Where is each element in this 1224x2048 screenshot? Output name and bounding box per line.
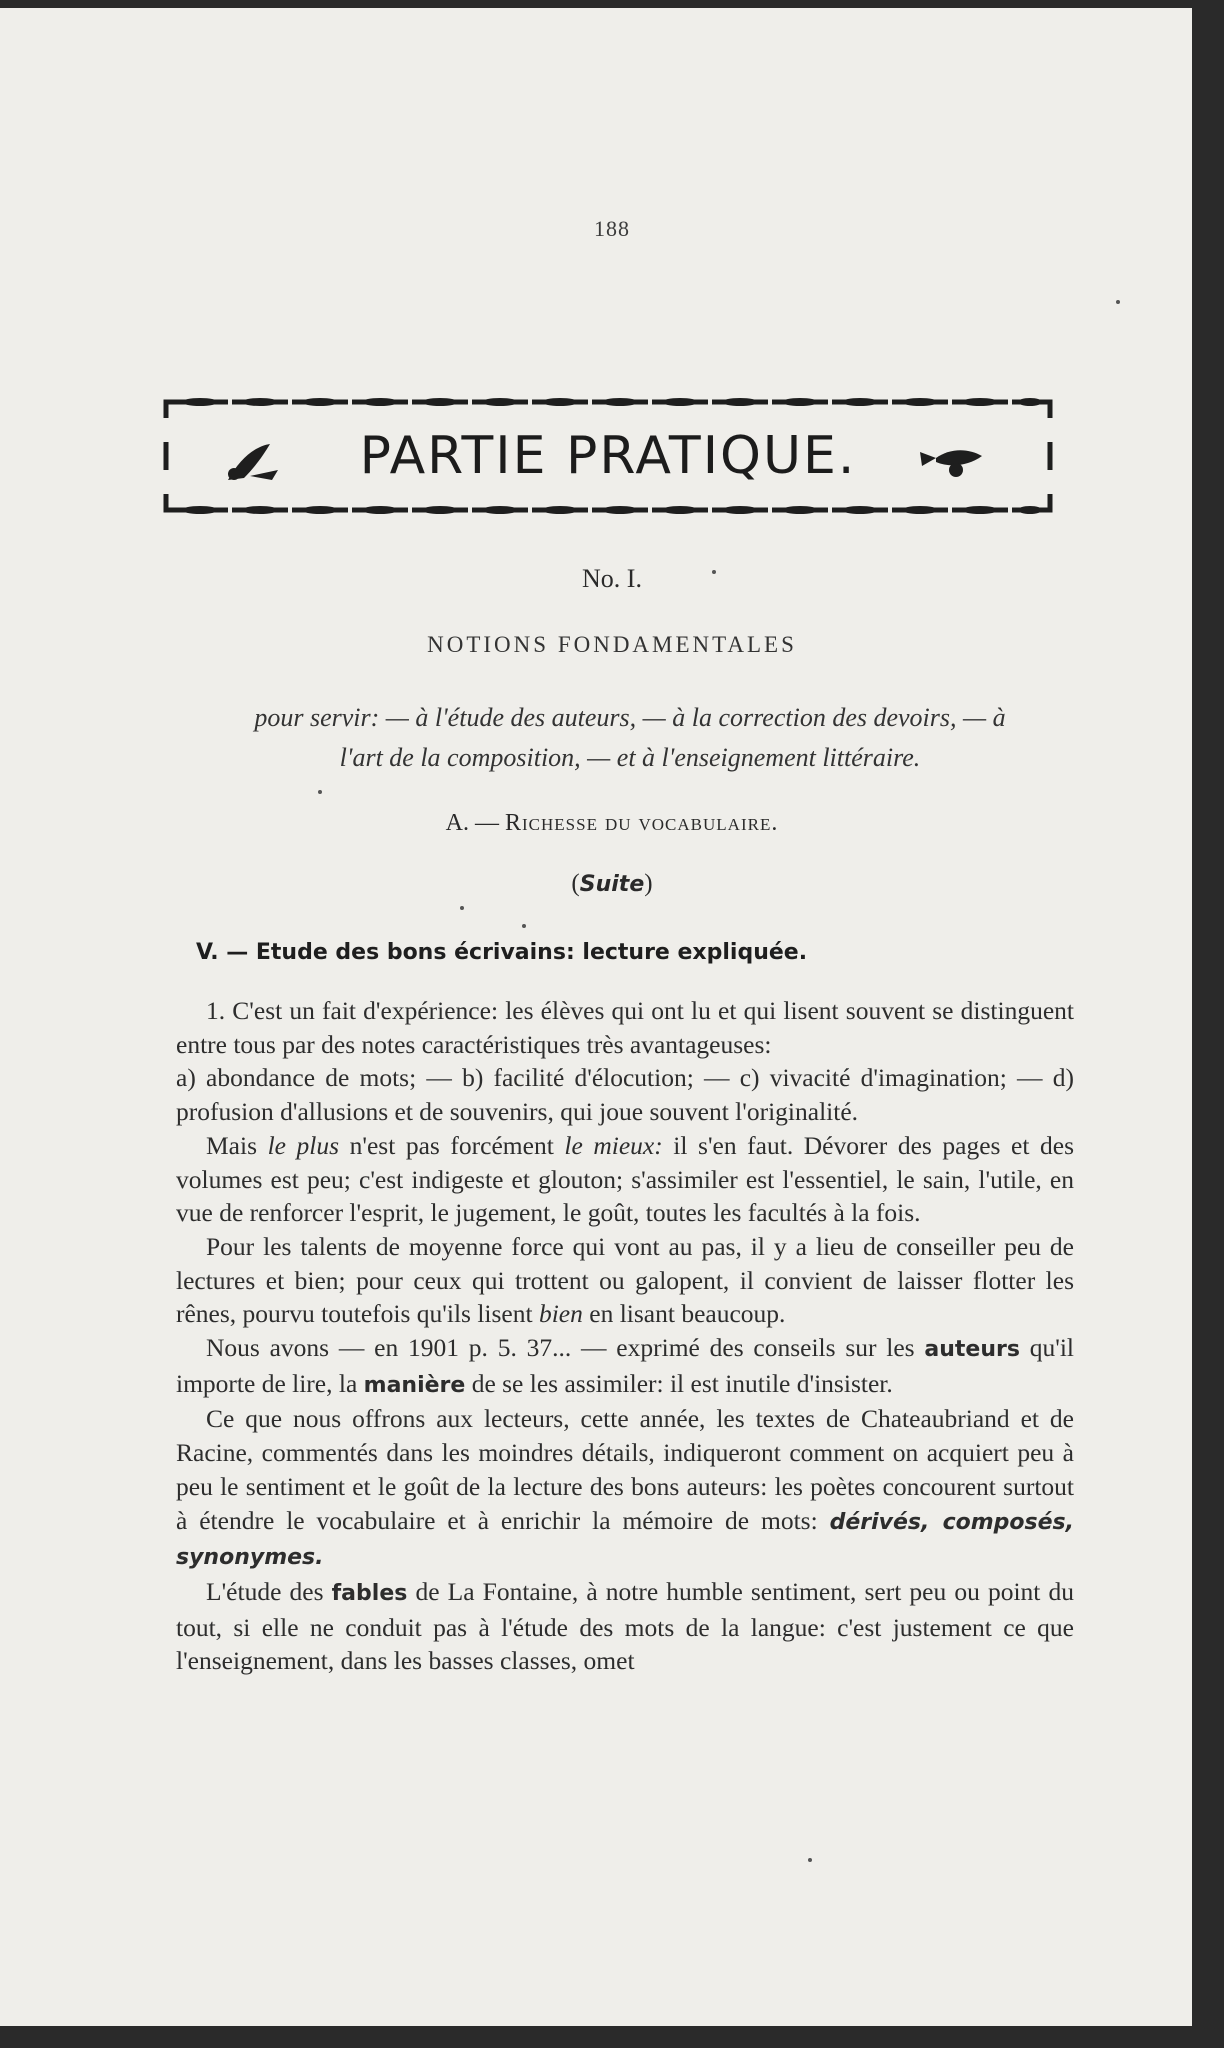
continued-marker <box>0 870 1192 898</box>
subsection-title <box>0 810 1192 837</box>
paragraph: Nous avons — en 1901 p. 5. 37... — exprimé des conseils sur les auteurs qu'il importe de lire, la manière de se les assimiler: il est inutile d'insister. <box>176 1333 1074 1398</box>
paragraph: Pour les talents de moyenne force qui vont au pas, il y a lieu de conseiller peu de lectures et bien; pour ceux qui trottent ou galopent, il convient de laisser flotter les rênes, pourvu toutefois qu'ils lisent bien en lisant beaucoup. <box>176 1231 1074 1329</box>
paragraph: L'étude des fables de La Fontaine, à notre humble sentiment, sert peu ou point du tout, si elle ne conduit pas à l'étude des mots de la langue: c'est justement ce que l'enseignement, dans les basses classes, omet <box>176 1576 1074 1676</box>
subsection-prefix: A. — <box>445 810 505 836</box>
scan-speck <box>318 790 322 794</box>
paragraph: Ce que nous offrons aux lecteurs, cette année, les textes de Chateaubriand et de Racine, commentés dans les moindres détails, indiqueront comment on acquiert peu à peu le sentiment et le goût de la lecture des bons auteurs: les poètes concourent surtout à étendre le vocabulaire et à enrichir la mémoire de mots: dérivés, composés, synonymes. <box>176 1404 1074 1571</box>
page-number: 188 <box>594 216 630 241</box>
continued-word: Suite <box>579 872 645 897</box>
scan-speck <box>1116 300 1120 304</box>
purpose-line-2: l'art de la composition, — et à l'enseignement littéraire. <box>339 743 921 772</box>
paren-close: ) <box>644 870 653 897</box>
banner-title: PARTIE PRATIQUE. <box>359 426 857 486</box>
paragraph: 1. C'est un fait d'expérience: les élèves qui ont lu et qui lisent souvent se distinguent entre tous par des notes caractéristiques très avantageuses: <box>176 996 1074 1059</box>
scan-speck <box>712 570 716 574</box>
paragraph: a) abondance de mots; — b) facilité d'élocution; — c) vivacité d'imagination; — d) profusion d'allusions et de souvenirs, qui joue souvent l'originalité. <box>176 1063 1074 1127</box>
body-text <box>176 994 1074 1678</box>
section-number: No. I. <box>582 564 642 593</box>
subsection-name: Richesse du vocabulaire. <box>504 810 779 836</box>
part-heading: V. — Etude des bons écrivains: lecture expliquée. <box>196 940 808 965</box>
paren-open: ( <box>571 870 580 897</box>
paragraph: Mais le plus n'est pas forcément le mieux: il s'en faut. Dévorer des pages et des volumes est peu; c'est indigeste et glouton; s'assimiler est l'essentiel, le sain, l'utile, en vue de renforcer l'esprit, le jugement, le goût, toutes les facultés à la fois. <box>176 1130 1075 1228</box>
chapter-heading: NOTIONS FONDAMENTALES <box>427 632 797 657</box>
scan-speck <box>808 1858 812 1862</box>
scan-speck <box>460 906 464 910</box>
scanned-page <box>0 8 1192 2026</box>
purpose-line-1: pour servir: — à l'étude des auteurs, — à la correction des devoirs, — à <box>254 703 1006 732</box>
scan-speck <box>522 924 526 928</box>
section-banner <box>160 388 1056 524</box>
purpose-subtitle <box>180 698 1080 778</box>
